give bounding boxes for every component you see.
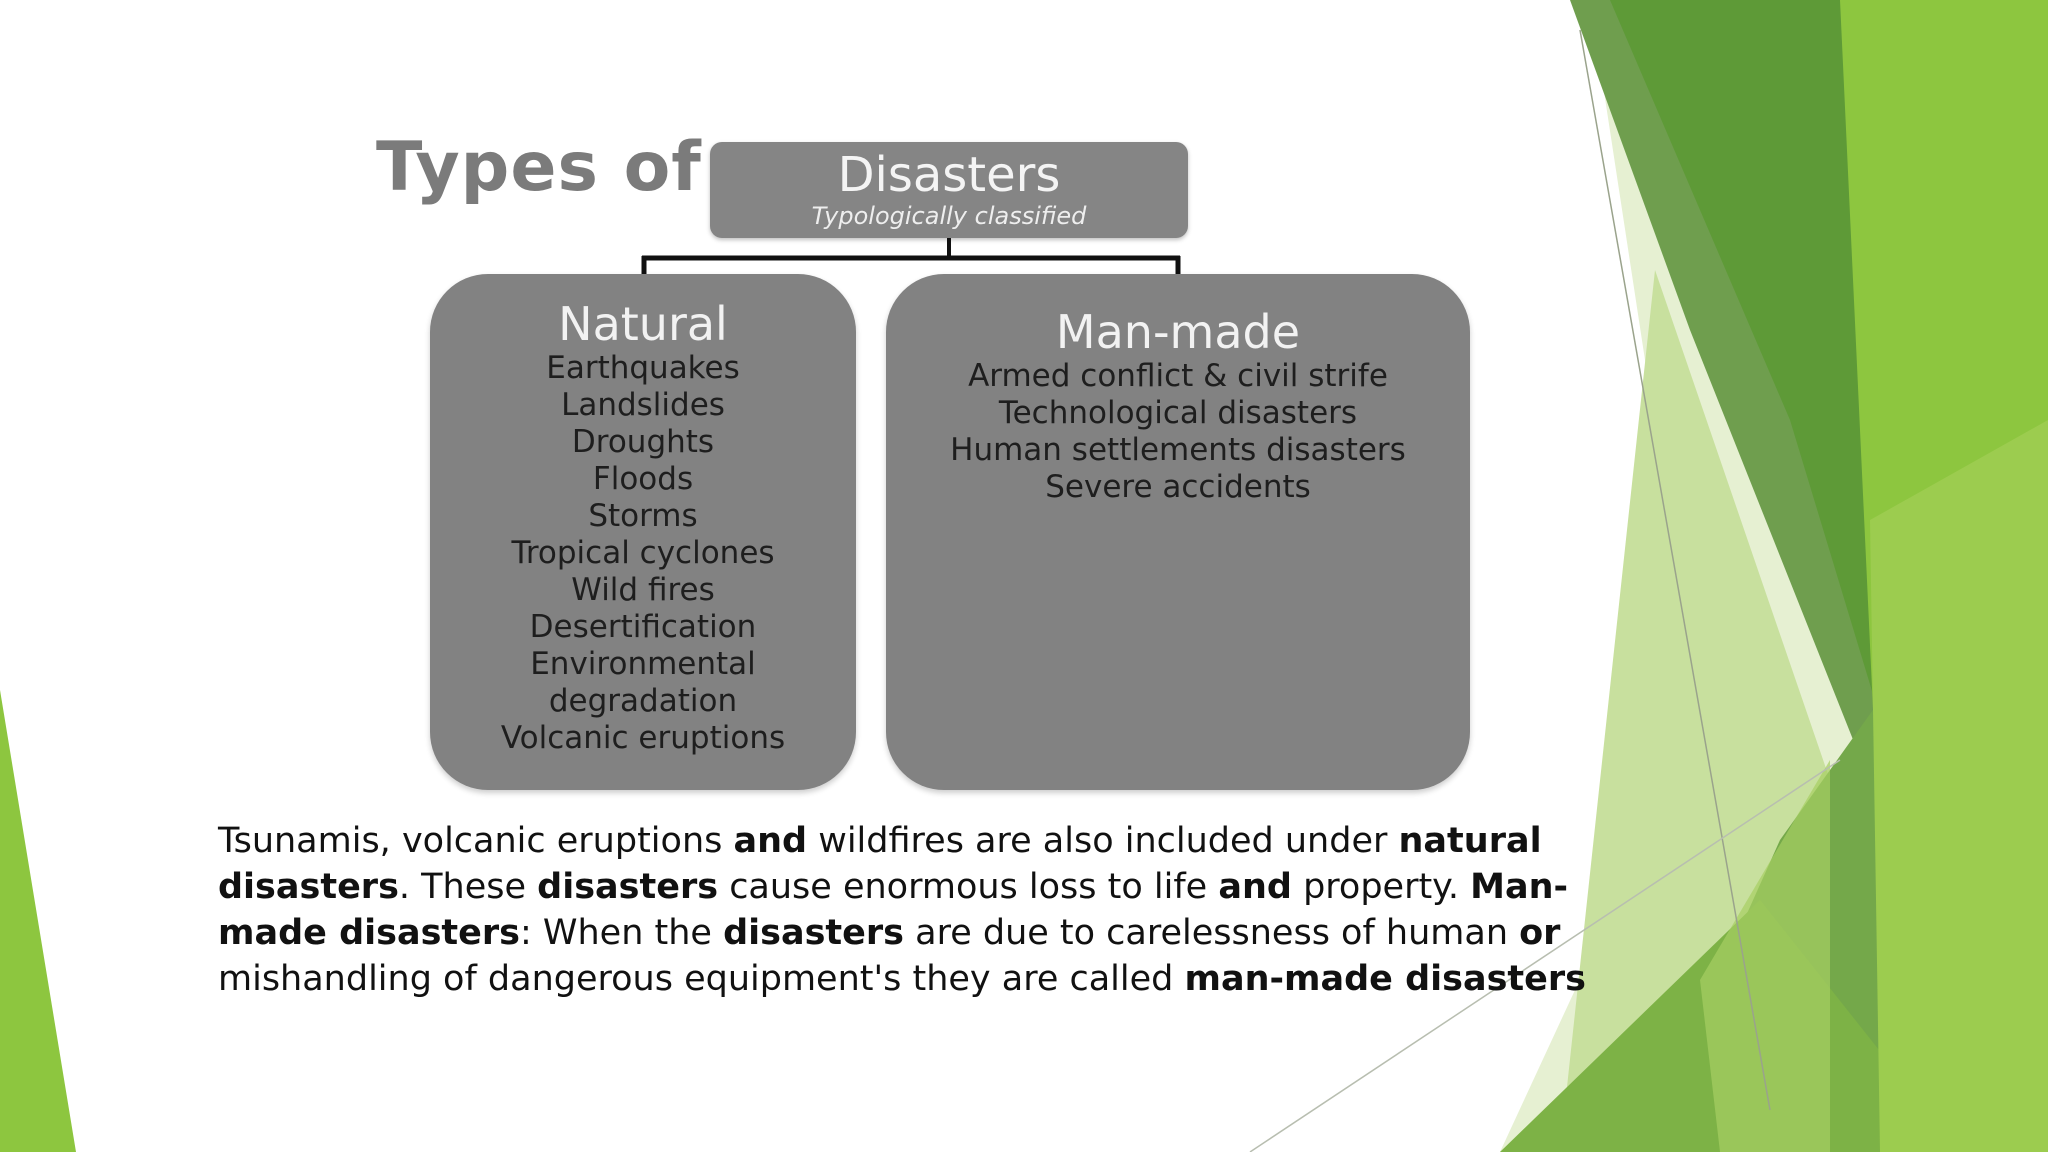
text-segment-bold: or bbox=[1519, 913, 1561, 953]
list-item: Floods bbox=[592, 461, 694, 497]
list-item: Desertification bbox=[529, 609, 757, 645]
text-segment: : When the bbox=[519, 913, 724, 953]
list-item: Landslides bbox=[561, 387, 725, 423]
text-segment-bold: disasters bbox=[723, 913, 904, 953]
list-item: Technological disasters bbox=[998, 395, 1358, 431]
list-item: Wild fires bbox=[571, 572, 715, 608]
list-item: Volcanic eruptions bbox=[500, 720, 786, 756]
text-segment: . These bbox=[398, 867, 538, 907]
list-item: Severe accidents bbox=[1045, 469, 1311, 505]
text-segment-bold: natural disasters bbox=[218, 821, 1542, 907]
text-segment: wildfires are also included under bbox=[807, 821, 1399, 861]
text-segment: property. bbox=[1291, 867, 1471, 907]
branch-natural bbox=[430, 274, 856, 790]
list-item: Human settlements disasters bbox=[950, 432, 1406, 468]
text-segment-bold: disasters bbox=[537, 867, 719, 907]
text-segment: are due to carelessness of human bbox=[904, 913, 1520, 953]
list-item: Environmental bbox=[530, 646, 756, 682]
text-segment: Tsunamis, volcanic eruptions bbox=[218, 821, 734, 861]
text-segment-bold: and bbox=[733, 821, 808, 861]
branch-man-made bbox=[886, 274, 1470, 790]
list-item: Storms bbox=[588, 498, 698, 534]
list-item: Earthquakes bbox=[546, 350, 740, 386]
branch-title-man-made: Man-made bbox=[1055, 305, 1301, 359]
natural-disaster-list bbox=[430, 350, 856, 757]
list-item: degradation bbox=[548, 683, 738, 719]
text-segment: cause enormous loss to life bbox=[718, 867, 1219, 907]
text-segment-bold: and bbox=[1218, 867, 1292, 907]
man-made-disaster-list bbox=[886, 358, 1470, 506]
text-segment-bold: Man-made disasters bbox=[218, 867, 1569, 953]
branch-title-natural: Natural bbox=[558, 297, 728, 351]
text-segment: mishandling of dangerous equipment's they are called bbox=[218, 959, 1185, 999]
root-node-subtitle: Typologically classified bbox=[811, 202, 1087, 230]
list-item: Tropical cyclones bbox=[511, 535, 775, 571]
list-item: Droughts bbox=[571, 424, 715, 460]
text-segment-bold: man-made disasters bbox=[1184, 959, 1586, 999]
list-item: Armed conflict & civil strife bbox=[968, 358, 1388, 394]
description-paragraph bbox=[218, 818, 1658, 1002]
root-node-title: Disasters bbox=[837, 147, 1061, 203]
diagram-title-prefix: Types of bbox=[376, 128, 702, 207]
